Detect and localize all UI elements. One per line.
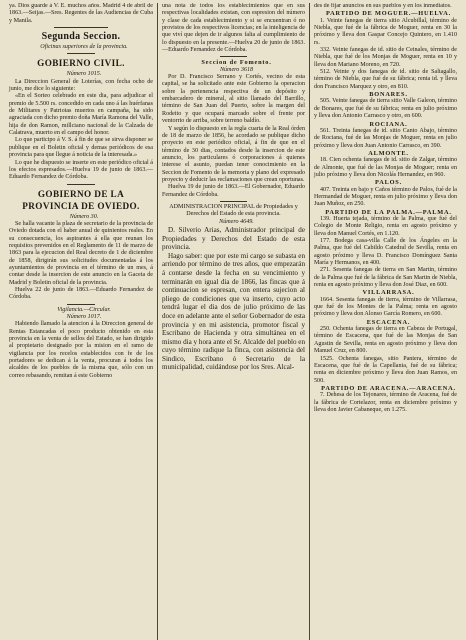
divider	[67, 53, 95, 54]
list-item: 332. Veinte fanegas de id. sitio de Ceinales, término de Niebla, que fué de los Monjas de Moguer, renta en 10 y lleva don Mariano Moreno, en 720.	[314, 47, 457, 68]
paragraph: Se halla vacante la plaza de secretario de la provincia de Oviedo dotada con el haber anual de quinientos reales. En su consecuencia, los aspirantes á ella que reunan los requisitos prevenidos en el Reglamento de 11 de marzo de 1863 para la ejecucion del Real decreto de 1 de diciembre de 1858, dirigirán sus solicitudes documentadas á los ayuntamientos de provincia en el término de un mes, á contar desde la insercion de este anuncio en la Gaceta de Madrid y Boletin oficial de la provincia.	[9, 220, 153, 286]
heading-partido-palma: PARTIDO DE LA PALMA.—PALMA.	[325, 208, 452, 216]
divider	[67, 184, 95, 185]
paragraph: Huelva 22 de junio de 1863.—Eduardo Fernandez de Córdoba.	[9, 286, 153, 301]
column-3	[309, 3, 461, 640]
paragraph: Y según lo dispuesto en la regla cuarta de la Real órden de 18 de marzo de 1856, he acordado se publique dicho proyecto en este periódico oficial, á fin de que en el término de 30 dias, contados desde la insercion de este anuncio, los particulares ó corporaciones á quienes interese el asunto, puedan tener conocimiento en la Seccion de Fomento de la memoria y plano del expresado proyecto y deducir las reclamaciones que crean oportunas.	[162, 125, 305, 183]
divider	[220, 56, 247, 57]
number-label: Número 4649.	[219, 218, 254, 225]
number-label: Número 1015.	[66, 71, 102, 78]
heading-villarrasa: VILLARRASA.	[362, 289, 415, 297]
list-item: 505. Veinte fanegas de tierra sitio Valle Galeon, término de Bonares, que fué de su fábrica; renta en julio próximo y lleva don Antonio Carrasco y otro, en 600.	[314, 98, 457, 120]
list-item: 1525. Ochenta fanegas, sitio Pantera, término de Escacena, que fué de la Capellania, fué de su fábrica; renta en diciembre próximo y lleva don Juan Ramos, en 500.	[314, 355, 457, 384]
list-item: 139. Huerta tejada, término de la Palma, que fué del Colegio de Monte Religio, renta en agosto próximo y lleva don Manuel Cortés, en 1.120.	[314, 215, 457, 237]
divider	[220, 201, 247, 202]
column-2	[157, 3, 309, 640]
heading-gobierno-oviedo: GOBIERNO DE LA PROVINCIA DE OVIEDO.	[22, 188, 140, 211]
list-item: 1. Veinte fanegas de tierra sitio Alcubillal, término de Niebla, que fué de la fábrica de Moguer, renta en 30 la próximo y lleva don Gaspar Concejo Quintero, en 1.410 rs.	[314, 17, 457, 46]
divider	[54, 27, 108, 28]
heading-gobierno-civil: GOBIERNO CIVIL.	[37, 58, 125, 69]
paragraph: des de fijar anuncios en sus pueblos y en los inmediatos.	[314, 3, 452, 9]
heading-rociana: ROCIANA.	[369, 120, 408, 128]
divider	[67, 304, 95, 305]
list-item: 1664. Sesenta fanegas de tierra, término de Villarrasa, que fué de los Montes de la Palma; renta en agosto próximo y lleva don Alonso García Romero, en 600.	[314, 296, 457, 318]
heading-fomento: Seccion de Fomento.	[201, 59, 272, 67]
paragraph: una nota de todos los establecimientos que en sus respectivas localidades existan, con espresion del número y clase de cada establecimiento y si se encuentran ó no provistos de los respectivos licencias; en la inteligencia de que viví que dejen de ir algunos falta al cumplimiento de lo dispuesto en la presente.—Huelva 20 de junio de 1863.—Eduardo Fernandez de Córdoba.	[162, 3, 305, 54]
number-label: Número 30.	[69, 213, 99, 220]
intro-paragraph: ya. Dios guarde á V. E. muchos años. Madrid 4 de abril de 1863.—Seijas.—Sres. Regentes de las Audiencias de Cuba y Manila.	[9, 3, 153, 24]
lead-paragraph: D. Silverio Arias, Administrador principal de Propiedades y Derechos del Estado de esta provincia.	[162, 225, 305, 252]
heading-almonte: ALMONTE.	[368, 149, 409, 157]
heading-vigilancia: Vigilancia.—Circular.	[57, 306, 111, 313]
heading-escacena: ESCACENA.	[366, 318, 411, 326]
number-label: Número 1017.	[66, 314, 102, 320]
paragraph: Lo que he dispuesto se inserte en este periódico oficial á los efectos espresados.—Huelva 19 de junio de 1863.—Eduardo Fernandez de Córdoba.	[9, 159, 153, 181]
section-subtitle: Oficinas superiores de la provincia.	[40, 44, 128, 51]
paragraph: Habiendo llamado la atencion á la Direccion general de Rentas Estancadas el poco producto obtenido en esta provincia en la venta de sellos del Estado, se han dirigido al propietario designado por la mision en el ramo de vigilancia por los recelos establecidos con fe de los portadores se dedican á la venta, procuran á todos los alcaldes de los pueblos de la misma que, sólo con un correo rebasando, remitan á este Gobierno	[9, 321, 153, 379]
list-item: 561. Treinta fanegas de id. sitio Canto Abajo, término de Rociana, fué de las Monjas de Moguer, renta en julio próximo y lleva don Juan Antonio Carrasco, en 390.	[314, 127, 457, 149]
heading-administracion: ADMINISTRACION PRINCIPAL de Propiedades y Derechos del Estado de esta provincia.	[169, 203, 298, 218]
paragraph: Hago saber: que por este mi cargo se subasta en arriendo por término de tres años, que empezarán á contarse desde la fecha en su vencimiento y terminarán en igual dia de 1866, las fincas que á continuacion se espresan, con entera sujecion al pliego de condiciones que va inserto, cuyo acto tendrá lugar el dia dos de julio próximo de las doce en adelante ante el señor Gobernador de esta provincia y en mi asistencia, promotor fiscal y Escribano de Hacienda y otra simultánea en el mismo dia y hora ante el Sr. Alcalde del pueblo en cuyo término radique la finca, con asistencia del Sindico, Escribano ó Secretario de la municipalidad, cuidándose por los Sres. Alcal-	[162, 251, 305, 372]
section-title: Segunda Seccion.	[41, 31, 121, 43]
heading-partido-aracena: PARTIDO DE ARACENA.—ARACENA.	[321, 384, 456, 392]
list-item: 7. Dehesa de los Tejonares, término de Aracena, fué de la fábrica de Cortelazor, renta en diciembre próximo y lleva don Javier Cabaneque, en 1.275.	[314, 392, 457, 413]
list-item: 512. Veinte y dos fanegas de id. sitio de Saltagallo, término de Niebla, que fué de su fábrica; renta id. y lleva don Francisco Marquez y otro, en 810.	[314, 69, 457, 90]
heading-partido-moguer: PARTIDO DE MOGUER.—HUELVA.	[325, 10, 452, 18]
heading-bonares: BONARES.	[369, 91, 408, 99]
list-item: 250. Ochenta fanegas de tierra en Cabeza de Portugal, término de Escacena, que fué de las Monjas de San Agustin de Sevilla, renta en agosto próximo y lleva don Manuel Cruz, en 800.	[314, 326, 457, 355]
list-item: 177. Bodega casa-villa Calle de los Ángeles en la Palma, que fué del Cabildo Catedral de Sevilla, renta en agosto próximo y lleva D. Francisco Domínguez Santa María y Hermanos, en 400.	[314, 238, 457, 267]
paragraph: Huelva 19 de junio de 1863.—El Gobernador, Eduardo Fernandez de Córdoba.	[162, 184, 305, 198]
heading-palos: PALOS.	[375, 179, 402, 187]
list-item: 18. Cien ochenta fanegas de id. sitio de Zalgar, término de Almonte, que fué de las Monjas de Moguer; renta en julio próximo y lleva don Nicolás Hernandez, en 960.	[314, 157, 457, 178]
paragraph: Por D. Francisco Serrano y Cortés, vecino de esta capital, se ha solicitado ante este Gobierno la operacion sobre la pertenencia respectiva de un depósito y embarcadero de mineral, al sitio llamado del Barrillo, término de San Juan del Puerto, sobre la margen del Rodeito y que ocupará marcado sobre el frente por ventorrio de arriba, sobre terreno baldío.	[162, 74, 305, 125]
paragraph: La Direccion General de Loterías, con fecha ocho de junio, me dice lo siguiente:	[9, 78, 153, 93]
number-label: Número 3618	[219, 66, 254, 73]
column-1	[5, 3, 157, 640]
paragraph: Lo que participo á V. S. á fin de que se sirva disponer se publique en el Boletin oficial y demas periódicos de esa provincia para que llegue á noticia de la interesada.»	[9, 137, 153, 159]
paragraph: «En el Sorteo celebrado en este dia, para adjudicar el premio de 5.500 rs. concedido en cada uno á las huérfanas de Militares y Patriotas muertos en campaña, ha sido agraciada con dicho premio doña María Ramona del Valle, hija de don Ramon, millciano nacional de la Calzada de Calatrava, muerto en el campo del honor.	[9, 93, 153, 137]
list-item: 271. Sesenta fanegas de tierra en San Martin, término de la Palma que fué de la fábrica de San Martin de Niebla, renta en agosto próximo y lleva don José Diaz, en 600.	[314, 267, 457, 289]
list-item: 407. Treinta en bajo y Caños término de Palos, fué de la Hermandad de Moguer, renta en julio próximo y lleva don Juan Muñoz, en 250.	[314, 186, 457, 208]
